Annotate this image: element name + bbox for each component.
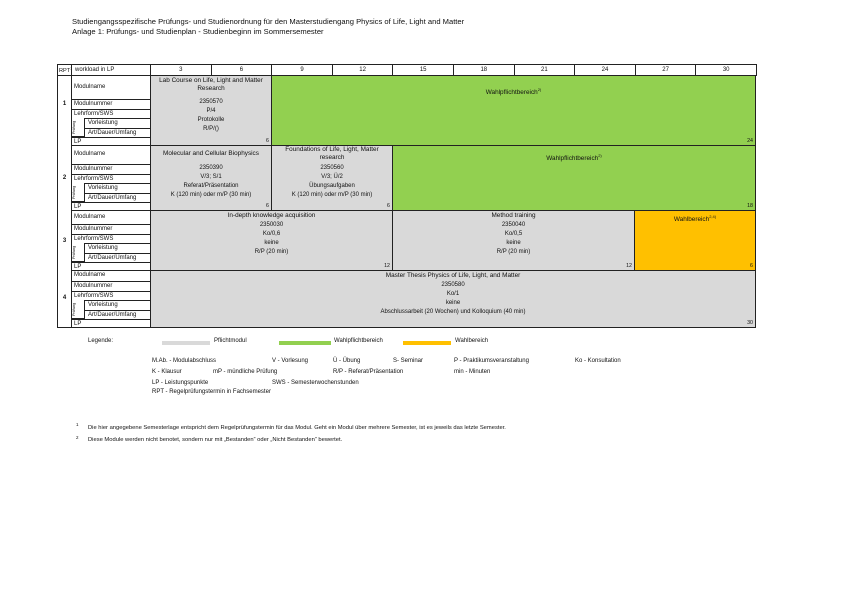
wahlpflicht-block-row2 bbox=[392, 145, 756, 211]
row-label-modulname: Modulname bbox=[74, 84, 106, 90]
row-number-3: 3 bbox=[62, 238, 67, 244]
footnote-1-number: 1 bbox=[76, 422, 79, 427]
abbr-min: min - Minuten bbox=[454, 369, 491, 375]
abbr-s: S- Seminar bbox=[393, 358, 424, 364]
row-label-vorleistung: Vorleistung bbox=[84, 300, 151, 310]
row-label-modulnummer: Modulnummer bbox=[71, 224, 151, 234]
row-label-lehrform: Lehrform/SWS bbox=[71, 234, 151, 244]
row-label-modulnummer: Modulnummer bbox=[71, 164, 151, 174]
legend-swatch-wahl bbox=[403, 341, 451, 345]
row-number-4: 4 bbox=[62, 295, 67, 301]
row-label-vorleistung: Vorleistung bbox=[84, 243, 151, 253]
block-title: Wahlpflichtbereich bbox=[485, 89, 538, 97]
row-label-pruefung: Prüfung bbox=[71, 183, 84, 202]
abbr-mp: mP - mündliche Prüfung bbox=[213, 369, 278, 375]
column-header-21: 21 bbox=[514, 64, 576, 76]
document-header-line2: Anlage 1: Prüfungs- und Studienplan - Studienbeginn im Sommersemester bbox=[72, 27, 324, 36]
column-header-24: 24 bbox=[574, 64, 636, 76]
module-exam-type: Abschlussarbeit (20 Wochen) und Kolloquium (40 min) bbox=[380, 309, 526, 315]
module-number: 2350030 bbox=[259, 222, 284, 228]
row-label-art: Art/Dauer/Umfang bbox=[84, 310, 151, 320]
module-number: 2350040 bbox=[501, 222, 526, 228]
wahlpflicht-block-row1 bbox=[271, 75, 756, 146]
block-title: Wahlbereich bbox=[673, 216, 710, 224]
module-exam-type: R/P/() bbox=[203, 126, 219, 132]
module-number: 2350570 bbox=[199, 99, 223, 105]
module-vorleistung: keine bbox=[264, 240, 279, 246]
module-title: Master Thesis Physics of Life, Light, and Matter bbox=[385, 272, 521, 279]
abbr-rp: R/P - Referat/Präsentation bbox=[333, 369, 404, 375]
row-number-1: 1 bbox=[62, 101, 67, 107]
abbr-p: P - Praktikumsveranstaltung bbox=[454, 358, 529, 364]
legend-title: Legende: bbox=[88, 338, 114, 344]
row-label-lehrform: Lehrform/SWS bbox=[71, 291, 151, 301]
wahlbereich-block-row3 bbox=[634, 210, 756, 271]
module-lp: 6 bbox=[387, 203, 390, 209]
module-vorleistung: keine bbox=[506, 240, 521, 246]
column-header-30: 30 bbox=[695, 64, 757, 76]
module-master-thesis bbox=[150, 270, 756, 328]
module-title: Molecular and Cellular Biophysics bbox=[163, 150, 259, 157]
row-label-art: Art/Dauer/Umfang bbox=[84, 193, 151, 203]
abbr-rpt: RPT - Regelprüfungstermin in Fachsemester bbox=[152, 389, 271, 395]
row-label-lp: LP bbox=[71, 319, 151, 328]
module-vorleistung: Übungsaufgaben bbox=[309, 183, 355, 189]
block-footnote-ref: 2,4) bbox=[709, 214, 717, 219]
module-exam-type: K (120 min) oder m/P (30 min) bbox=[170, 192, 252, 198]
row-label-lp: LP bbox=[71, 202, 151, 211]
column-header-27: 27 bbox=[635, 64, 697, 76]
abbr-ko: Ko - Konsultation bbox=[575, 358, 621, 364]
row-label-pruefung: Prüfung bbox=[71, 300, 84, 319]
row-label-pruefung: Prüfung bbox=[71, 243, 84, 262]
module-foundations bbox=[271, 145, 393, 211]
block-title: Wahlpflichtbereich bbox=[546, 155, 599, 163]
legend-label-wahl: Wahlbereich bbox=[455, 338, 489, 344]
rpt-footnote-ref: 1 bbox=[70, 66, 73, 71]
column-header-15: 15 bbox=[392, 64, 454, 76]
legend-swatch-pflicht bbox=[162, 341, 210, 345]
module-vorleistung: Referat/Präsentation bbox=[183, 183, 239, 189]
row-label-modulname: Modulname bbox=[74, 151, 106, 157]
row-label-pruefung: Prüfung bbox=[71, 118, 84, 137]
row-label-vorleistung: Vorleistung bbox=[84, 183, 151, 193]
module-vorleistung: Protokolle bbox=[197, 117, 225, 123]
footnote-1-text: Die hier angegebene Semesterlage entspricht dem Regelprüfungstermin für das Modul. Geht ein Modul über mehrere Semester, ist es jeweils das letzte Semester. bbox=[88, 425, 506, 431]
module-title: Foundations of Life, Light, Matter research bbox=[285, 146, 379, 161]
column-header-9: 9 bbox=[271, 64, 333, 76]
row-label-lp: LP bbox=[71, 137, 151, 146]
module-title: Method training bbox=[491, 212, 536, 219]
block-lp: 18 bbox=[747, 203, 753, 209]
module-lp: 6 bbox=[266, 138, 269, 144]
column-header-12: 12 bbox=[332, 64, 394, 76]
document-header-line1: Studiengangsspezifische Prüfungs- und Studienordnung für den Masterstudiengang Physics of Life, Light and Matter bbox=[72, 17, 465, 26]
row-label-lehrform: Lehrform/SWS bbox=[71, 174, 151, 184]
module-lp: 6 bbox=[266, 203, 269, 209]
block-footnote-ref: 2) bbox=[598, 153, 602, 158]
module-method-training bbox=[392, 210, 635, 271]
module-lehrform: P/4 bbox=[206, 108, 216, 114]
module-lehrform: Ko/0,6 bbox=[262, 231, 281, 237]
abbr-k: K - Klausur bbox=[152, 369, 182, 375]
row-label-modulnummer: Modulnummer bbox=[71, 281, 151, 291]
block-lp: 6 bbox=[750, 263, 753, 269]
footnote-2-text: Diese Module werden nicht benotet, sondern nur mit „Bestanden“ oder „Nicht Bestanden“ bewertet. bbox=[88, 437, 343, 443]
module-lp: 12 bbox=[384, 263, 390, 269]
row-label-art: Art/Dauer/Umfang bbox=[84, 128, 151, 138]
abbr-ue: Ü - Übung bbox=[333, 358, 361, 364]
module-title: Lab Course on Life, Light and Matter Research bbox=[159, 77, 263, 92]
block-footnote-ref: 2) bbox=[537, 87, 542, 92]
module-number: 2350560 bbox=[320, 165, 344, 171]
column-header-6: 6 bbox=[211, 64, 273, 76]
legend-label-pflicht: Pflichtmodul bbox=[214, 338, 247, 344]
module-lehrform: V/3; Ü/2 bbox=[321, 174, 343, 180]
column-header-3: 3 bbox=[150, 64, 212, 76]
workload-label: workload in LP bbox=[75, 67, 115, 73]
module-title: In-depth knowledge acquisition bbox=[227, 212, 316, 219]
row-label-modulname: Modulname bbox=[74, 214, 106, 220]
module-in-depth-knowledge bbox=[150, 210, 393, 271]
row-number-2: 2 bbox=[62, 175, 67, 181]
row-number-column bbox=[57, 75, 72, 328]
row-label-modulname: Modulname bbox=[74, 272, 106, 278]
abbr-lp: LP - Leistungspunkte bbox=[152, 380, 209, 386]
block-lp: 24 bbox=[747, 138, 753, 144]
legend-swatch-wahlpflicht bbox=[279, 341, 331, 345]
abbr-mab: M.Ab. - Modulabschluss bbox=[152, 358, 217, 364]
module-molecular-biophysics bbox=[150, 145, 272, 211]
rpt-label: RPT bbox=[59, 68, 71, 74]
module-lehrform: V/3; S/1 bbox=[200, 174, 222, 180]
row-label-vorleistung: Vorleistung bbox=[84, 118, 151, 128]
module-lehrform: Ko/1 bbox=[446, 291, 460, 297]
row-label-modulnummer: Modulnummer bbox=[71, 99, 151, 109]
abbr-sws: SWS - Semesterwochenstunden bbox=[272, 380, 359, 386]
module-lp: 30 bbox=[747, 320, 753, 326]
study-plan-table bbox=[57, 64, 756, 328]
legend-label-wahlpflicht: Wahlpflichtbereich bbox=[334, 338, 383, 344]
module-exam-type: R/P (20 min) bbox=[496, 249, 531, 255]
abbr-v: V - Vorlesung bbox=[272, 358, 309, 364]
column-header-18: 18 bbox=[453, 64, 515, 76]
row-label-art: Art/Dauer/Umfang bbox=[84, 253, 151, 263]
footnote-2-number: 2 bbox=[76, 435, 79, 440]
module-lp: 12 bbox=[626, 263, 632, 269]
module-exam-type: R/P (20 min) bbox=[254, 249, 289, 255]
module-number: 2350390 bbox=[199, 165, 223, 171]
module-number: 2350580 bbox=[441, 282, 465, 288]
row-label-lp: LP bbox=[71, 262, 151, 271]
module-lab-course bbox=[150, 75, 272, 146]
module-lehrform: Ko/0,5 bbox=[504, 231, 523, 237]
module-vorleistung: keine bbox=[445, 300, 461, 306]
row-label-lehrform: Lehrform/SWS bbox=[71, 109, 151, 119]
module-exam-type: K (120 min) oder m/P (30 min) bbox=[291, 192, 373, 198]
